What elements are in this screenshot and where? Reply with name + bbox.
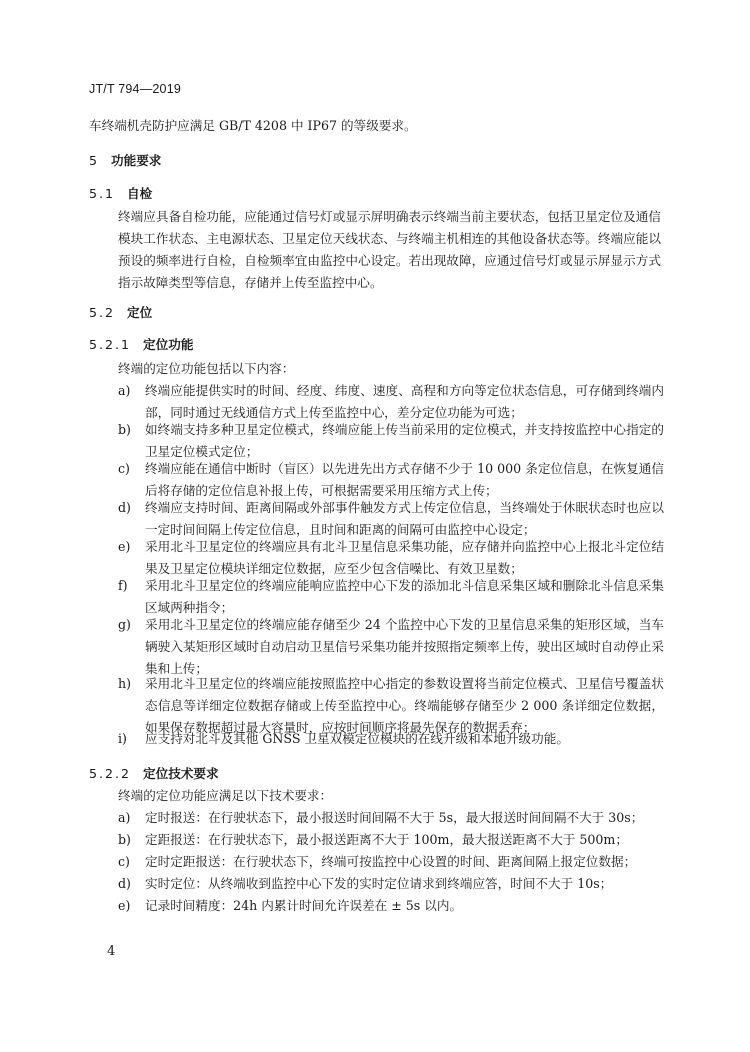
list-text: 采用北斗卫星定位的终端应具有北斗卫星信息采集功能，应存储并向监控中心上报北斗定位结果及卫星定位模块详细定位数据，应至少包含信噪比、有效卫星数； — [145, 539, 664, 576]
list-marker: e) — [118, 539, 131, 554]
section-number: 5.2.2 — [89, 766, 132, 781]
list-marker: g) — [118, 617, 131, 632]
list-item — [118, 419, 664, 463]
list-text: 终端应支持时间、距离间隔或外部事件触发方式上传定位信息，当终端处于休眠状态时也应以一定时间间隔上传定位信息，且时间和距离的间隔可由监控中心设定； — [145, 500, 664, 537]
section-5-2-heading — [89, 302, 152, 321]
list-item — [118, 536, 664, 580]
section-title: 定位 — [127, 305, 153, 320]
list-marker: c) — [118, 461, 130, 476]
list-text: 记录时间精度：24h 内累计时间允许误差在 ± 5s 以内。 — [145, 898, 463, 913]
list-text: 定时定距报送：在行驶状态下，终端可按监控中心设置的时间、距离间隔上报定位数据； — [145, 854, 637, 869]
list-item — [118, 851, 664, 873]
list-marker: d) — [118, 500, 131, 515]
list-text: 采用北斗卫星定位的终端应能响应监控中心下发的添加北斗信息采集区域和删除北斗信息采集区域两种指令； — [145, 578, 664, 615]
list-marker: a) — [118, 383, 131, 398]
list-text: 终端应能提供实时的时间、经度、纬度、速度、高程和方向等定位状态信息，可存储到终端内部，同时通过无线通信方式上传至监控中心，差分定位功能为可选； — [145, 383, 664, 420]
list-text: 定时报送：在行驶状态下，最小报送时间间隔不大于 5s，最大报送时间间隔不大于 30s； — [145, 810, 644, 825]
self-check-paragraph: 终端应具备自检功能，应能通过信号灯或显示屏明确表示终端当前主要状态，包括卫星定位及通信模块工作状态、主电源状态、卫星定位天线状态、与终端主机相连的其他设备状态等。终端应能以预设的频率进行自检，自检频率宜由监控中心设定。若出现故障，应通过信号灯或显示屏显示方式指示故障类型等信息，存储并上传至监控中心。 — [118, 209, 661, 290]
list-marker: h) — [118, 676, 132, 691]
positioning-lead: 终端的定位功能包括以下内容： — [118, 361, 295, 376]
section-number: 5.2.1 — [89, 337, 132, 352]
list-marker: e) — [118, 898, 131, 913]
list-marker: a) — [118, 810, 131, 825]
intro-paragraph: 车终端机壳防护应满足 GB/T 4208 中 IP67 的等级要求。 — [89, 118, 417, 133]
section-title: 定位技术要求 — [143, 766, 219, 781]
section-5-2-2-heading — [89, 763, 219, 782]
list-item — [118, 728, 664, 750]
section-number: 5 — [89, 153, 100, 168]
list-item — [118, 575, 664, 619]
page-number: 4 — [107, 944, 116, 959]
list-text: 如终端支持多种卫星定位模式，终端应能上传当前采用的定位模式，并支持按监控中心指定的卫星定位模式定位； — [145, 422, 664, 459]
section-5-heading — [89, 150, 161, 169]
list-text: 应支持对北斗及其他 GNSS 卫星双模定位模块的在线升级和本地升级功能。 — [145, 731, 569, 746]
section-5-2-1-heading — [89, 334, 193, 353]
list-item — [118, 614, 664, 680]
list-marker: f) — [118, 578, 128, 593]
list-text: 实时定位：从终端收到监控中心下发的实时定位请求到终端应答，时间不大于 10s； — [145, 876, 613, 891]
list-text: 采用北斗卫星定位的终端应能存储至少 24 个监控中心下发的卫星信息采集的矩形区域，当车辆驶入某矩形区域时自动启动卫星信号采集功能并按照指定频率上传，驶出区域时自动停止采集和上传； — [145, 617, 664, 676]
list-marker: d) — [118, 876, 131, 891]
list-item — [118, 829, 664, 851]
list-marker: i) — [118, 731, 127, 746]
section-5-1-heading — [89, 183, 152, 202]
list-item — [118, 380, 664, 424]
list-marker: b) — [118, 832, 131, 847]
section-number: 5.2 — [89, 305, 116, 320]
section-number: 5.1 — [89, 186, 116, 201]
list-marker: b) — [118, 422, 131, 437]
tech-requirements-lead: 终端的定位功能应满足以下技术要求： — [118, 788, 333, 803]
list-item — [118, 873, 664, 895]
section-title: 自检 — [127, 186, 153, 201]
list-item — [118, 497, 664, 541]
section-title: 定位功能 — [143, 337, 194, 352]
list-text: 定距报送：在行驶状态下，最小报送距离不大于 100m，最大报送距离不大于 500m； — [145, 832, 628, 847]
section-title: 功能要求 — [111, 153, 162, 168]
list-item — [118, 458, 664, 502]
list-text: 采用北斗卫星定位的终端应能按照监控中心指定的参数设置将当前定位模式、卫星信号覆盖状态信息等详细定位数据存储或上传至监控中心。终端能够存储至少 2 000 条详细定位数据，如果保存数据超过最大容量时，应按时间顺序将最先保存的数据丢弃； — [145, 676, 664, 735]
list-text: 终端应能在通信中断时（盲区）以先进先出方式存储不少于 10 000 条定位信息，在恢复通信后将存储的定位信息补报上传，可根据需要采用压缩方式上传； — [145, 461, 664, 498]
list-marker: c) — [118, 854, 130, 869]
standard-code-header: JT/T 794—2019 — [89, 82, 182, 96]
list-item — [118, 807, 664, 829]
list-item — [118, 895, 664, 917]
